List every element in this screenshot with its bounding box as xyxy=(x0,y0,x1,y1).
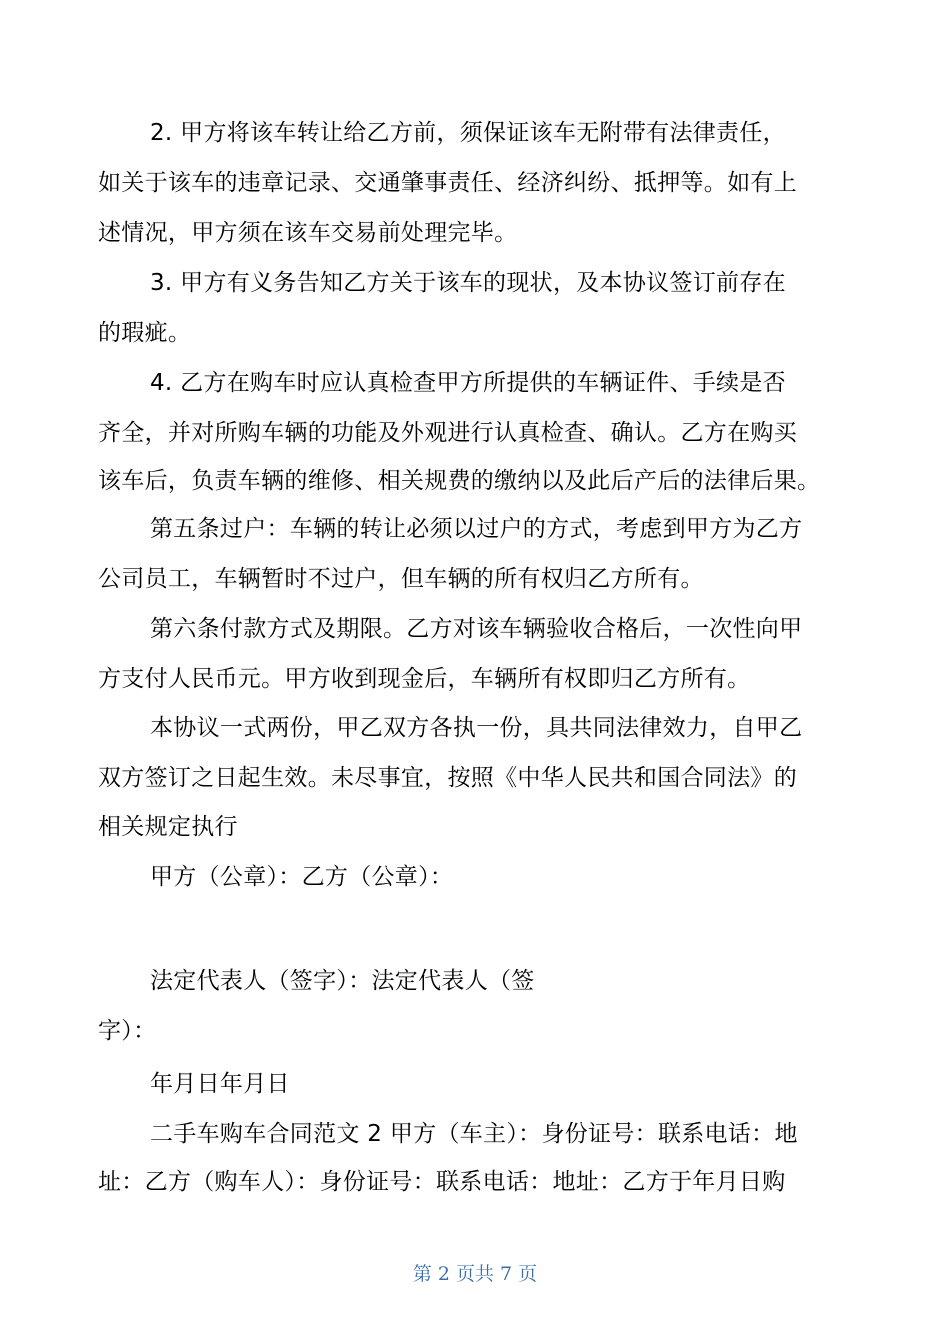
paragraph-line: 双方签订之日起生效。未尽事宜，按照《中华人民共和国合同法》的 xyxy=(98,765,797,791)
date-line: 年月日年月日 xyxy=(150,1071,290,1097)
paragraph-line: 述情况，甲方须在该车交易前处理完毕。 xyxy=(98,220,518,246)
signature-line-seal: 甲方（公章）：乙方（公章）： xyxy=(150,864,454,890)
signature-line-representative: 法定代表人（签字）：法定代表人（签 xyxy=(150,968,535,994)
paragraph-line: 相关规定执行 xyxy=(98,814,238,840)
paragraph-line: 如关于该车的违章记录、交通肇事责任、经济纠纷、抵押等。如有上 xyxy=(98,170,797,196)
paragraph-line: 该车后，负责车辆的维修、相关规费的缴纳以及此后产后的法律后果。 xyxy=(98,468,821,494)
paragraph-line: 的瑕疵。 xyxy=(98,320,192,346)
paragraph-line: 2. 甲方将该车转让给乙方前，须保证该车无附带有法律责任， xyxy=(150,120,786,146)
paragraph-line: 3. 甲方有义务告知乙方关于该车的现状，及本协议签订前存在 xyxy=(150,270,786,296)
paragraph-line: 二手车购车合同范文 2 甲方（车主）：身份证号：联系电话：地 xyxy=(150,1121,798,1147)
signature-line-representative-cont: 字）： xyxy=(98,1018,157,1044)
paragraph-line: 公司员工，车辆暂时不过户，但车辆的所有权归乙方所有。 xyxy=(98,566,704,592)
paragraph-line: 第五条过户：车辆的转让必须以过户的方式，考虑到甲方为乙方 xyxy=(150,516,803,542)
paragraph-line: 方支付人民币元。甲方收到现金后，车辆所有权即归乙方所有。 xyxy=(98,666,751,692)
paragraph-line: 齐全，并对所购车辆的功能及外观进行认真检查、确认。乙方在购买 xyxy=(98,420,797,446)
page-number-footer: 第 2 页共 7 页 xyxy=(412,1263,538,1285)
paragraph-line: 址：乙方（购车人）：身份证号：联系电话：地址：乙方于年月日购 xyxy=(98,1169,786,1195)
paragraph-line: 第六条付款方式及期限。乙方对该车辆验收合格后，一次性向甲 xyxy=(150,616,803,642)
paragraph-line: 本协议一式两份，甲乙双方各执一份，具共同法律效力，自甲乙 xyxy=(150,715,803,741)
paragraph-line: 4. 乙方在购车时应认真检查甲方所提供的车辆证件、手续是否 xyxy=(150,370,786,396)
